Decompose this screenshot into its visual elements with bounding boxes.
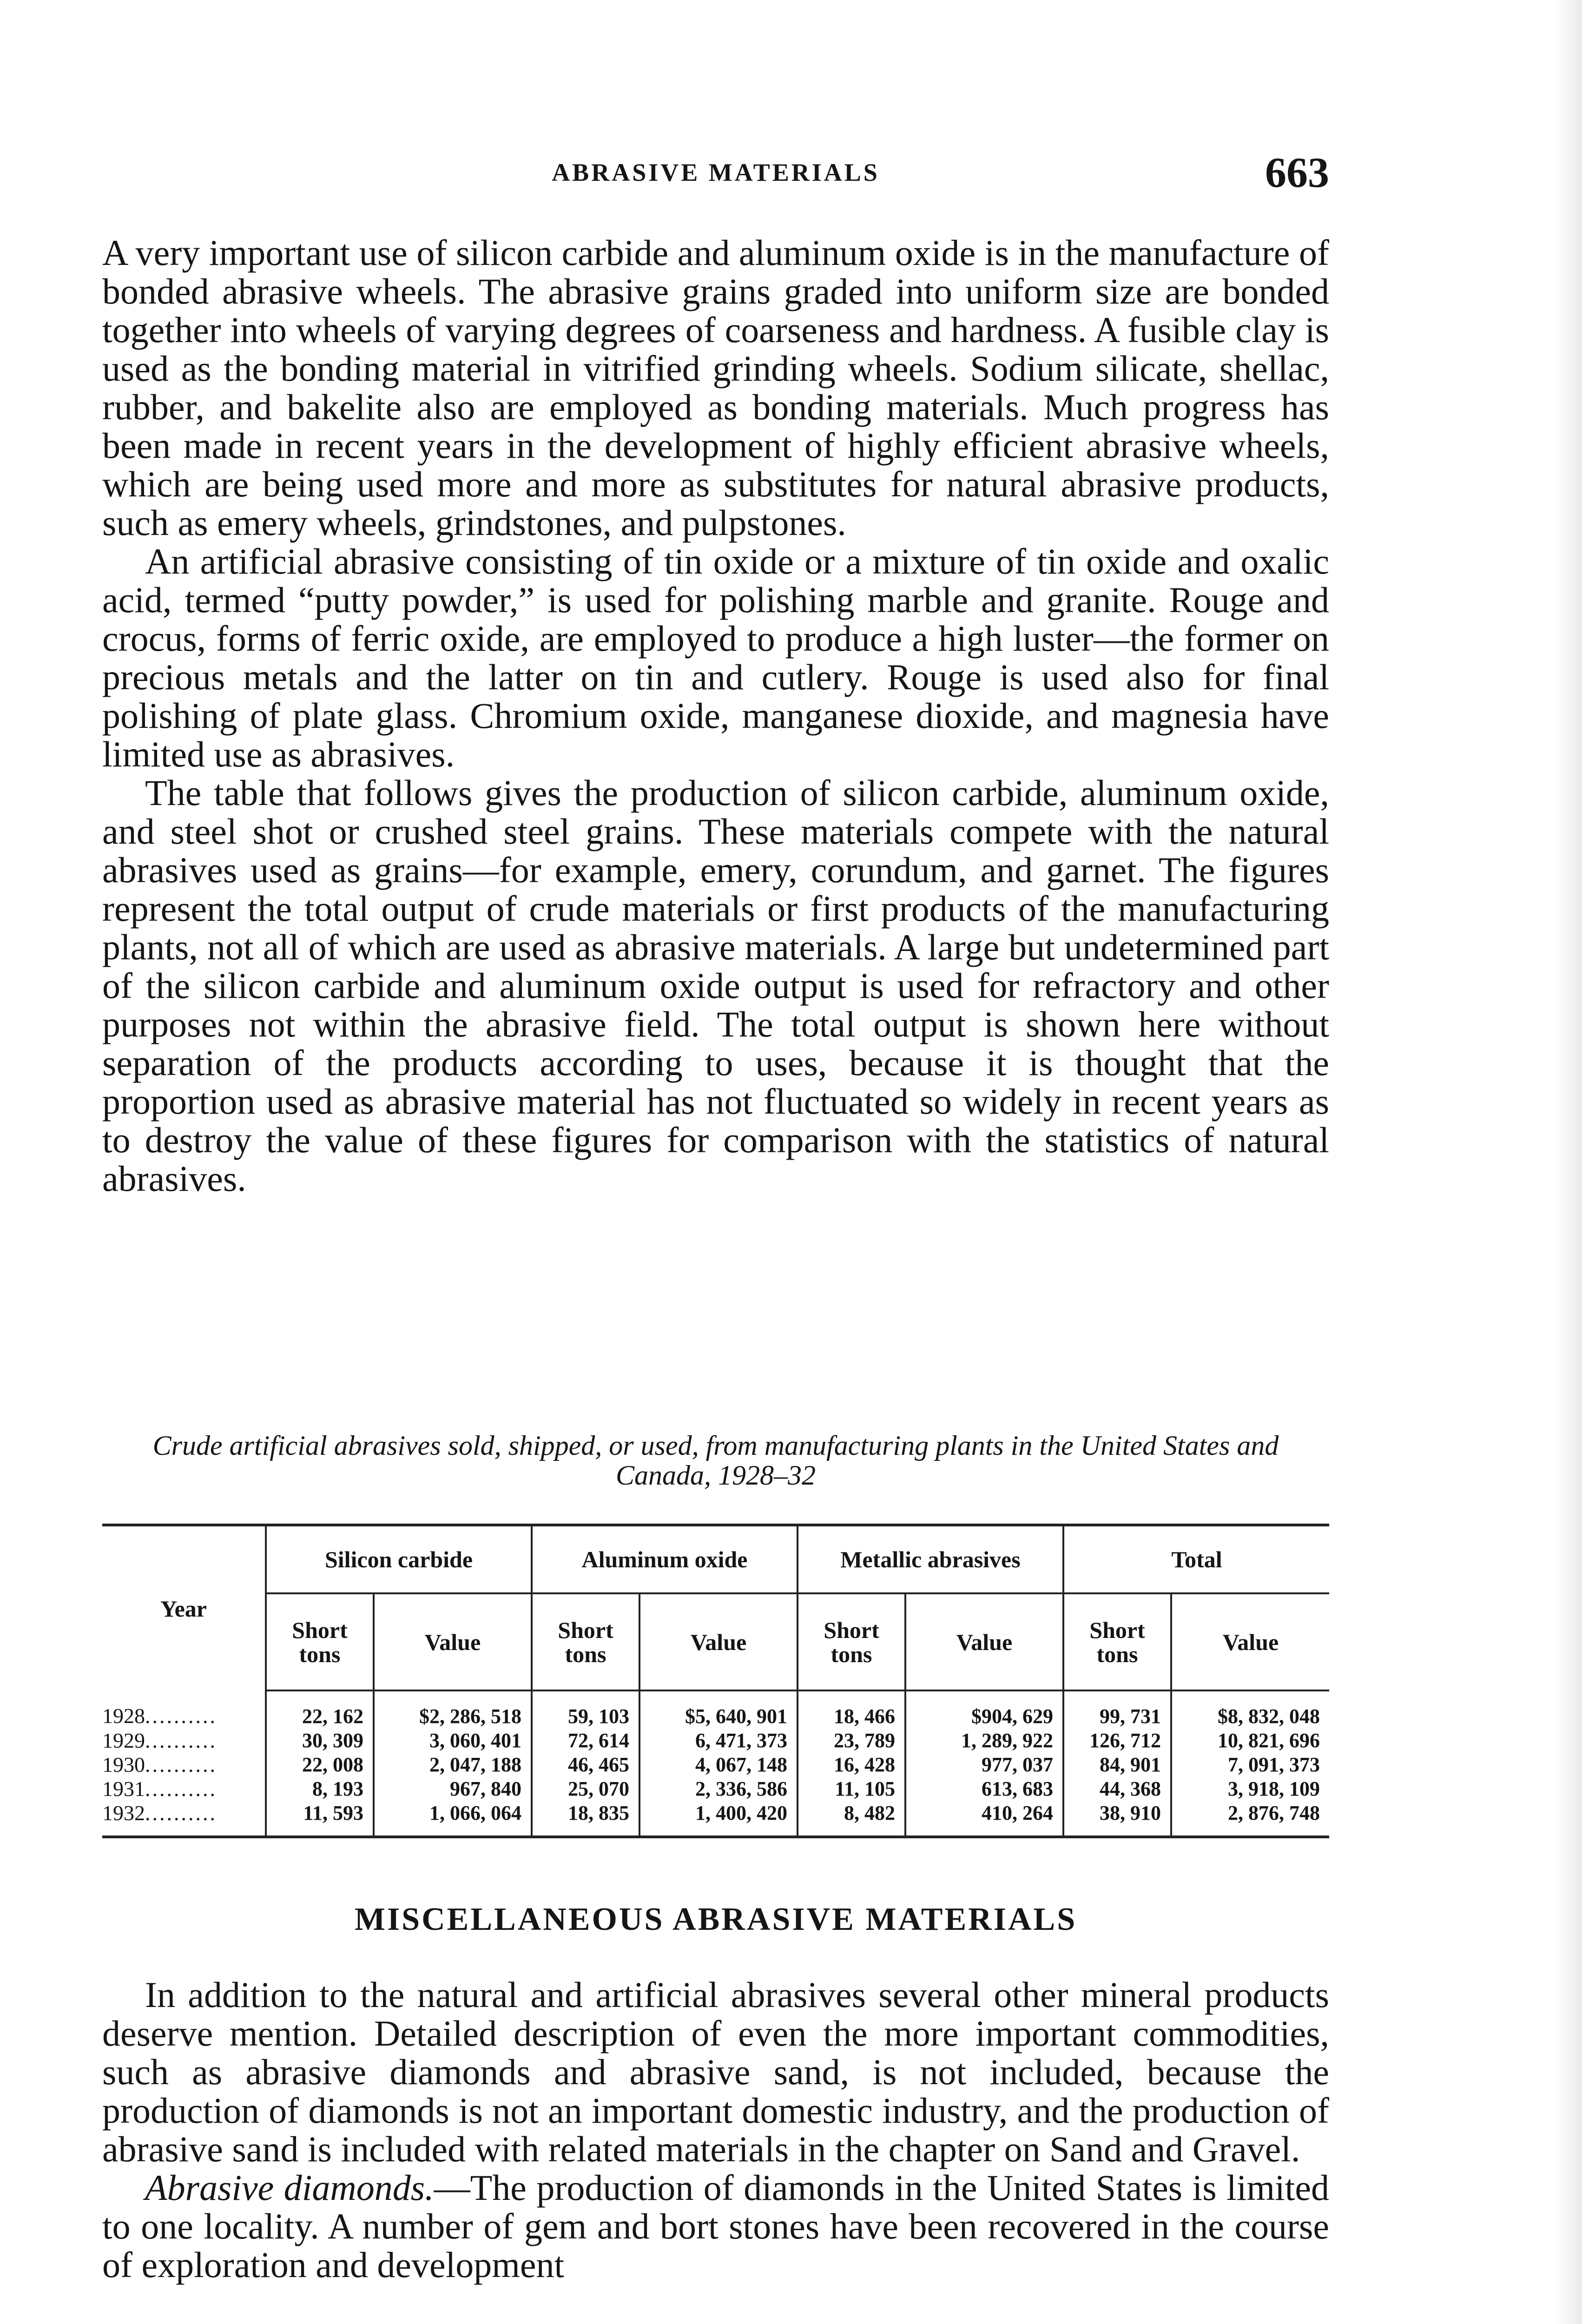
paragraph-bonded-wheels: A very important use of silicon carbide and aluminum oxide is in the manufacture of bonded abrasive wheels. The abrasive grains graded into uniform size are bonded together into wheels of varying degrees of coarseness and hardness. A fusible clay is used as the bonding material in vitrified grinding wheels. Sodium silicate, shellac, rubber, and bakelite also are employed as bonding materials. Much progress has been made in recent years in the development of highly efficient abrasive wheels, which are being used more and more as substitutes for natural abrasive products, such as emery wheels, grindstones, and pulpstones.	[102, 232, 1329, 543]
aluminum-oxide-value-cell: 1, 400, 420	[639, 1801, 798, 1837]
year-cell: 1930..........	[102, 1753, 217, 1776]
scan-edge-shadow	[1554, 0, 1582, 2324]
metallic-abrasives-tons-cell: 16, 428	[798, 1753, 905, 1777]
aluminum-oxide-tons-cell: 25, 070	[532, 1777, 639, 1801]
total-tons-cell: 126, 712	[1063, 1729, 1171, 1753]
section-heading: MISCELLANEOUS ABRASIVE MATERIALS	[354, 1901, 1077, 1937]
silicon-carbide-tons-cell: 11, 593	[266, 1801, 374, 1837]
aluminum-oxide-tons-cell: 46, 465	[532, 1753, 639, 1777]
total-value-cell: 3, 918, 109	[1171, 1777, 1329, 1801]
total-tons-cell: 84, 901	[1063, 1753, 1171, 1777]
subheader-value: Value	[639, 1593, 798, 1690]
aluminum-oxide-value-cell: 4, 067, 148	[639, 1753, 798, 1777]
aluminum-oxide-tons-cell: 18, 835	[532, 1801, 639, 1837]
page-number: 663	[1265, 149, 1329, 196]
aluminum-oxide-value-cell: 6, 471, 373	[639, 1729, 798, 1753]
year-cell: 1929..........	[102, 1729, 217, 1752]
subheader-value: Value	[1171, 1593, 1329, 1690]
silicon-carbide-value-cell: 967, 840	[374, 1777, 532, 1801]
total-tons-cell: 99, 731	[1063, 1690, 1171, 1729]
silicon-carbide-tons-cell: 22, 162	[266, 1690, 374, 1729]
subheader-value: Value	[905, 1593, 1063, 1690]
subheader-short-tons: Short tons	[266, 1593, 374, 1690]
running-title: ABRASIVE MATERIALS	[552, 158, 880, 186]
total-value-cell: 2, 876, 748	[1171, 1801, 1329, 1837]
table-row	[102, 1753, 1329, 1777]
total-value-cell: 10, 821, 696	[1171, 1729, 1329, 1753]
year-cell: 1931..........	[102, 1777, 217, 1801]
total-tons-cell: 38, 910	[1063, 1801, 1171, 1837]
subheader-short-tons: Short tons	[532, 1593, 639, 1690]
aluminum-oxide-value-cell: 2, 336, 586	[639, 1777, 798, 1801]
metallic-abrasives-value-cell: 410, 264	[905, 1801, 1063, 1837]
total-value-cell: $8, 832, 048	[1171, 1690, 1329, 1729]
group-header-metallic-abrasives: Metallic abrasives	[798, 1525, 1063, 1593]
paragraph-abrasive-diamonds	[102, 2168, 1329, 2284]
metallic-abrasives-tons-cell: 18, 466	[798, 1690, 905, 1729]
run-in-heading: Abrasive diamonds.	[145, 2167, 434, 2208]
aluminum-oxide-tons-cell: 59, 103	[532, 1690, 639, 1729]
silicon-carbide-value-cell: 1, 066, 064	[374, 1801, 532, 1837]
abrasives-table-container	[102, 1524, 1329, 1838]
metallic-abrasives-value-cell: 1, 289, 922	[905, 1729, 1063, 1753]
year-cell: 1932..........	[102, 1801, 266, 1837]
table-row	[102, 1690, 1329, 1729]
metallic-abrasives-value-cell: $904, 629	[905, 1690, 1063, 1729]
paragraph-text: —The production of diamonds in the United States is limited to one locality. A number of gem and bort stones have been recovered in the course of exploration and development	[102, 2167, 1330, 2285]
group-header-total: Total	[1063, 1525, 1329, 1593]
total-tons-cell: 44, 368	[1063, 1777, 1171, 1801]
group-header-silicon-carbide: Silicon carbide	[266, 1525, 532, 1593]
silicon-carbide-tons-cell: 8, 193	[266, 1777, 374, 1801]
silicon-carbide-tons-cell: 22, 008	[266, 1753, 374, 1777]
silicon-carbide-value-cell: 3, 060, 401	[374, 1729, 532, 1753]
subheader-short-tons: Short tons	[1063, 1593, 1171, 1690]
year-column-header: Year	[102, 1525, 266, 1690]
abrasives-table	[102, 1524, 1329, 1838]
metallic-abrasives-value-cell: 977, 037	[905, 1753, 1063, 1777]
aluminum-oxide-tons-cell: 72, 614	[532, 1729, 639, 1753]
metallic-abrasives-tons-cell: 23, 789	[798, 1729, 905, 1753]
table-row	[102, 1729, 1329, 1753]
silicon-carbide-value-cell: $2, 286, 518	[374, 1690, 532, 1729]
subheader-value: Value	[374, 1593, 532, 1690]
table-row	[102, 1777, 1329, 1801]
body-text-bottom	[102, 1975, 1329, 2284]
total-value-cell: 7, 091, 373	[1171, 1753, 1329, 1777]
metallic-abrasives-tons-cell: 11, 105	[798, 1777, 905, 1801]
running-head	[102, 148, 1329, 204]
year-cell: 1928..........	[102, 1704, 217, 1728]
aluminum-oxide-value-cell: $5, 640, 901	[639, 1690, 798, 1729]
group-header-aluminum-oxide: Aluminum oxide	[532, 1525, 798, 1593]
paragraph-putty-powder: An artificial abrasive consisting of tin oxide or a mixture of tin oxide and oxalic acid, termed “putty powder,” is used for polishing marble and granite. Rouge and crocus, forms of ferric oxide, are employed to produce a high luster—the former on precious metals and the latter on tin and cutlery. Rouge is used also for final polishing of plate glass. Chromium oxide, manganese dioxide, and magnesia have limited use as abrasives.	[102, 541, 1329, 774]
silicon-carbide-value-cell: 2, 047, 188	[374, 1753, 532, 1777]
table-caption: Crude artificial abrasives sold, shipped, or used, from manufacturing plants in the United States and Canada, 1928–32	[152, 1430, 1279, 1491]
silicon-carbide-tons-cell: 30, 309	[266, 1729, 374, 1753]
paragraph-misc-intro: In addition to the natural and artificial abrasives several other mineral products deserve mention. Detailed description of even the more important commodities, such as abrasive diamonds and abrasive sand, is not included, because the production of diamonds is not an important domestic industry, and the production of abrasive sand is included with related materials in the chapter on Sand and Gravel.	[102, 1974, 1329, 2169]
table-row	[102, 1801, 1329, 1837]
metallic-abrasives-value-cell: 613, 683	[905, 1777, 1063, 1801]
subheader-short-tons: Short tons	[798, 1593, 905, 1690]
body-text-top	[102, 233, 1329, 1198]
metallic-abrasives-tons-cell: 8, 482	[798, 1801, 905, 1837]
paragraph-table-intro: The table that follows gives the production of silicon carbide, aluminum oxide, and steel shot or crushed steel grains. These materials compete with the natural abrasives used as grains—for example, emery, corundum, and garnet. The figures represent the total output of crude materials or first products of the manufacturing plants, not all of which are used as abrasive materials. A large but undetermined part of the silicon carbide and aluminum oxide output is used for refractory and other purposes not within the abrasive field. The total output is shown here without separation of the products according to uses, because it is thought that the proportion used as abrasive material has not fluctuated so widely in recent years as to destroy the value of these figures for comparison with the statistics of natural abrasives.	[102, 772, 1329, 1199]
